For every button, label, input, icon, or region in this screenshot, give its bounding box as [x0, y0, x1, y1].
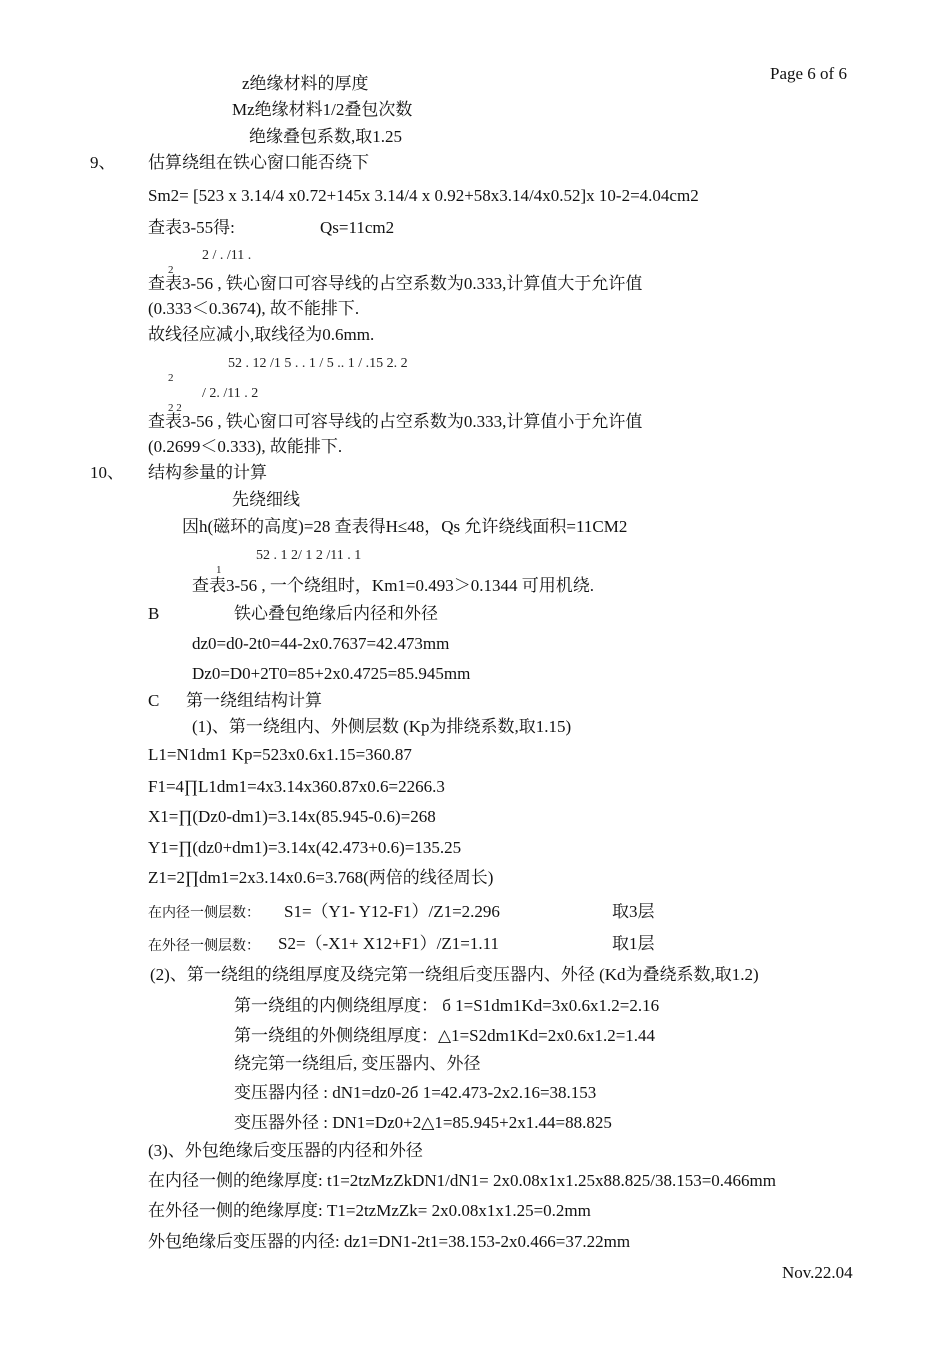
formula-line: Sm2= [523 x 3.14/4 x0.72+145x 3.14/4 x 0.92+58x3.14/4x0.52]x 10-2=4.04cm2 [148, 186, 699, 205]
formula-line: 第一绕组的外侧绕组厚度：△1=S2dm1Kd=2x0.6x1.2=1.44 [234, 1026, 656, 1045]
formula-line: 在外径一侧的绝缘厚度: T1=2tzMzZk= 2x0.08x1x1.25=0.2mm [148, 1201, 591, 1220]
text-line: 取3层 [612, 902, 655, 921]
formula-line: Z1=2∏dm1=2x3.14x0.6=3.768(两倍的线径周长) [148, 868, 494, 887]
text-line: 查表3-56 , 铁心窗口可容导线的占空系数为0.333,计算值大于允许值 [148, 274, 643, 293]
formula-line: Qs=11cm2 [320, 218, 395, 237]
text-line: 查表3-56 , 一个绕组时，Km1=0.493＞0.1344 可用机绕. [192, 576, 594, 595]
formula-line: S2=（-X1+ X12+F1）/Z1=1.11 [278, 934, 499, 953]
text-line: 故线径应减小,取线径为0.6mm. [148, 325, 375, 344]
subsection-title: 铁心叠包绝缘后内径和外径 [234, 604, 438, 623]
subsection-title: 第一绕组结构计算 [186, 691, 322, 710]
text-line: Mz绝缘材料1/2叠包次数 [232, 100, 413, 119]
text-line: 查表3-56 , 铁心窗口可容导线的占空系数为0.333,计算值小于允许值 [148, 412, 643, 431]
formula-line: 第一绕组的内侧绕组厚度： б 1=S1dm1Kd=3x0.6x1.2=2.16 [234, 996, 660, 1015]
text-line: 在外径一侧层数： [148, 939, 260, 954]
formula-line: S1=（Y1- Y12-F1）/Z1=2.296 [284, 902, 500, 921]
formula-line: 在内径一侧的绝缘厚度: t1=2tzMzZkDN1/dN1= 2x0.08x1x1.25x88.825/38.153=0.466mm [148, 1171, 776, 1190]
formula-line: dz0=d0-2t0=44-2x0.7637=42.473mm [192, 634, 450, 653]
formula-fragment: 52 . 12 /1 5 . . 1 / 5 .. 1 / .15 2. 2 [228, 356, 408, 371]
formula-line: Dz0=D0+2T0=85+2x0.4725=85.945mm [192, 664, 471, 683]
page-number: Page 6 of 6 [770, 64, 847, 83]
section-number: 9、 [90, 153, 116, 172]
text-line: 查表3-55得: [148, 218, 235, 237]
subsection-letter: B [148, 604, 160, 623]
text-line: (3)、外包绝缘后变压器的内径和外径 [148, 1141, 423, 1160]
section-title: 估算绕组在铁心窗口能否绕下 [148, 153, 369, 172]
text-line: 在内径一侧层数： [148, 906, 260, 921]
text-line: 绝缘叠包系数,取1.25 [249, 127, 402, 146]
formula-line: 变压器内径 : dN1=dz0-2б 1=42.473-2x2.16=38.153 [234, 1083, 597, 1102]
formula-fragment: 2 [168, 372, 174, 384]
text-line: (1)、第一绕组内、外侧层数 (Kp为排绕系数,取1.15) [192, 717, 572, 736]
formula-line: 变压器外径 : DN1=Dz0+2△1=85.945+2x1.44=88.825 [234, 1113, 612, 1132]
text-line: (0.333＜0.3674), 故不能排下. [148, 299, 360, 318]
text-line: (2)、第一绕组的绕组厚度及绕完第一绕组后变压器内、外径 (Kd为叠绕系数,取1.2) [150, 965, 759, 984]
text-line: z绝缘材料的厚度 [242, 74, 369, 93]
text-line: 因h(磁环的高度)=28 查表得H≤48，Qs 允许绕线面积=11CM2 [182, 517, 628, 536]
text-line: 先绕细线 [232, 490, 300, 509]
formula-line: 外包绝缘后变压器的内径: dz1=DN1-2t1=38.153-2x0.466=37.22mm [148, 1232, 631, 1251]
formula-fragment: 2 [168, 264, 174, 276]
section-number: 10、 [90, 463, 124, 482]
formula-fragment: 1 [216, 564, 222, 576]
section-title: 结构参量的计算 [148, 463, 267, 482]
text-line: 取1层 [612, 934, 655, 953]
text-line: (0.2699＜0.333), 故能排下. [148, 437, 343, 456]
formula-fragment: / 2. /11 . 2 [202, 386, 259, 401]
formula-fragment: 52 . 1 2/ 1 2 /11 . 1 [256, 548, 362, 563]
formula-line: Y1=∏(dz0+dm1)=3.14x(42.473+0.6)=135.25 [148, 838, 462, 857]
subsection-letter: C [148, 691, 160, 710]
formula-fragment: 2 2 [168, 402, 182, 414]
formula-line: X1=∏(Dz0-dm1)=3.14x(85.945-0.6)=268 [148, 807, 436, 826]
text-line: 绕完第一绕组后, 变压器内、外径 [234, 1054, 481, 1073]
formula-line: L1=N1dm1 Kp=523x0.6x1.15=360.87 [148, 745, 412, 764]
formula-fragment: 2 / . /11 . [202, 248, 252, 263]
formula-line: F1=4∏L1dm1=4x3.14x360.87x0.6=2266.3 [148, 777, 445, 796]
footer-date: Nov.22.04 [782, 1263, 853, 1282]
